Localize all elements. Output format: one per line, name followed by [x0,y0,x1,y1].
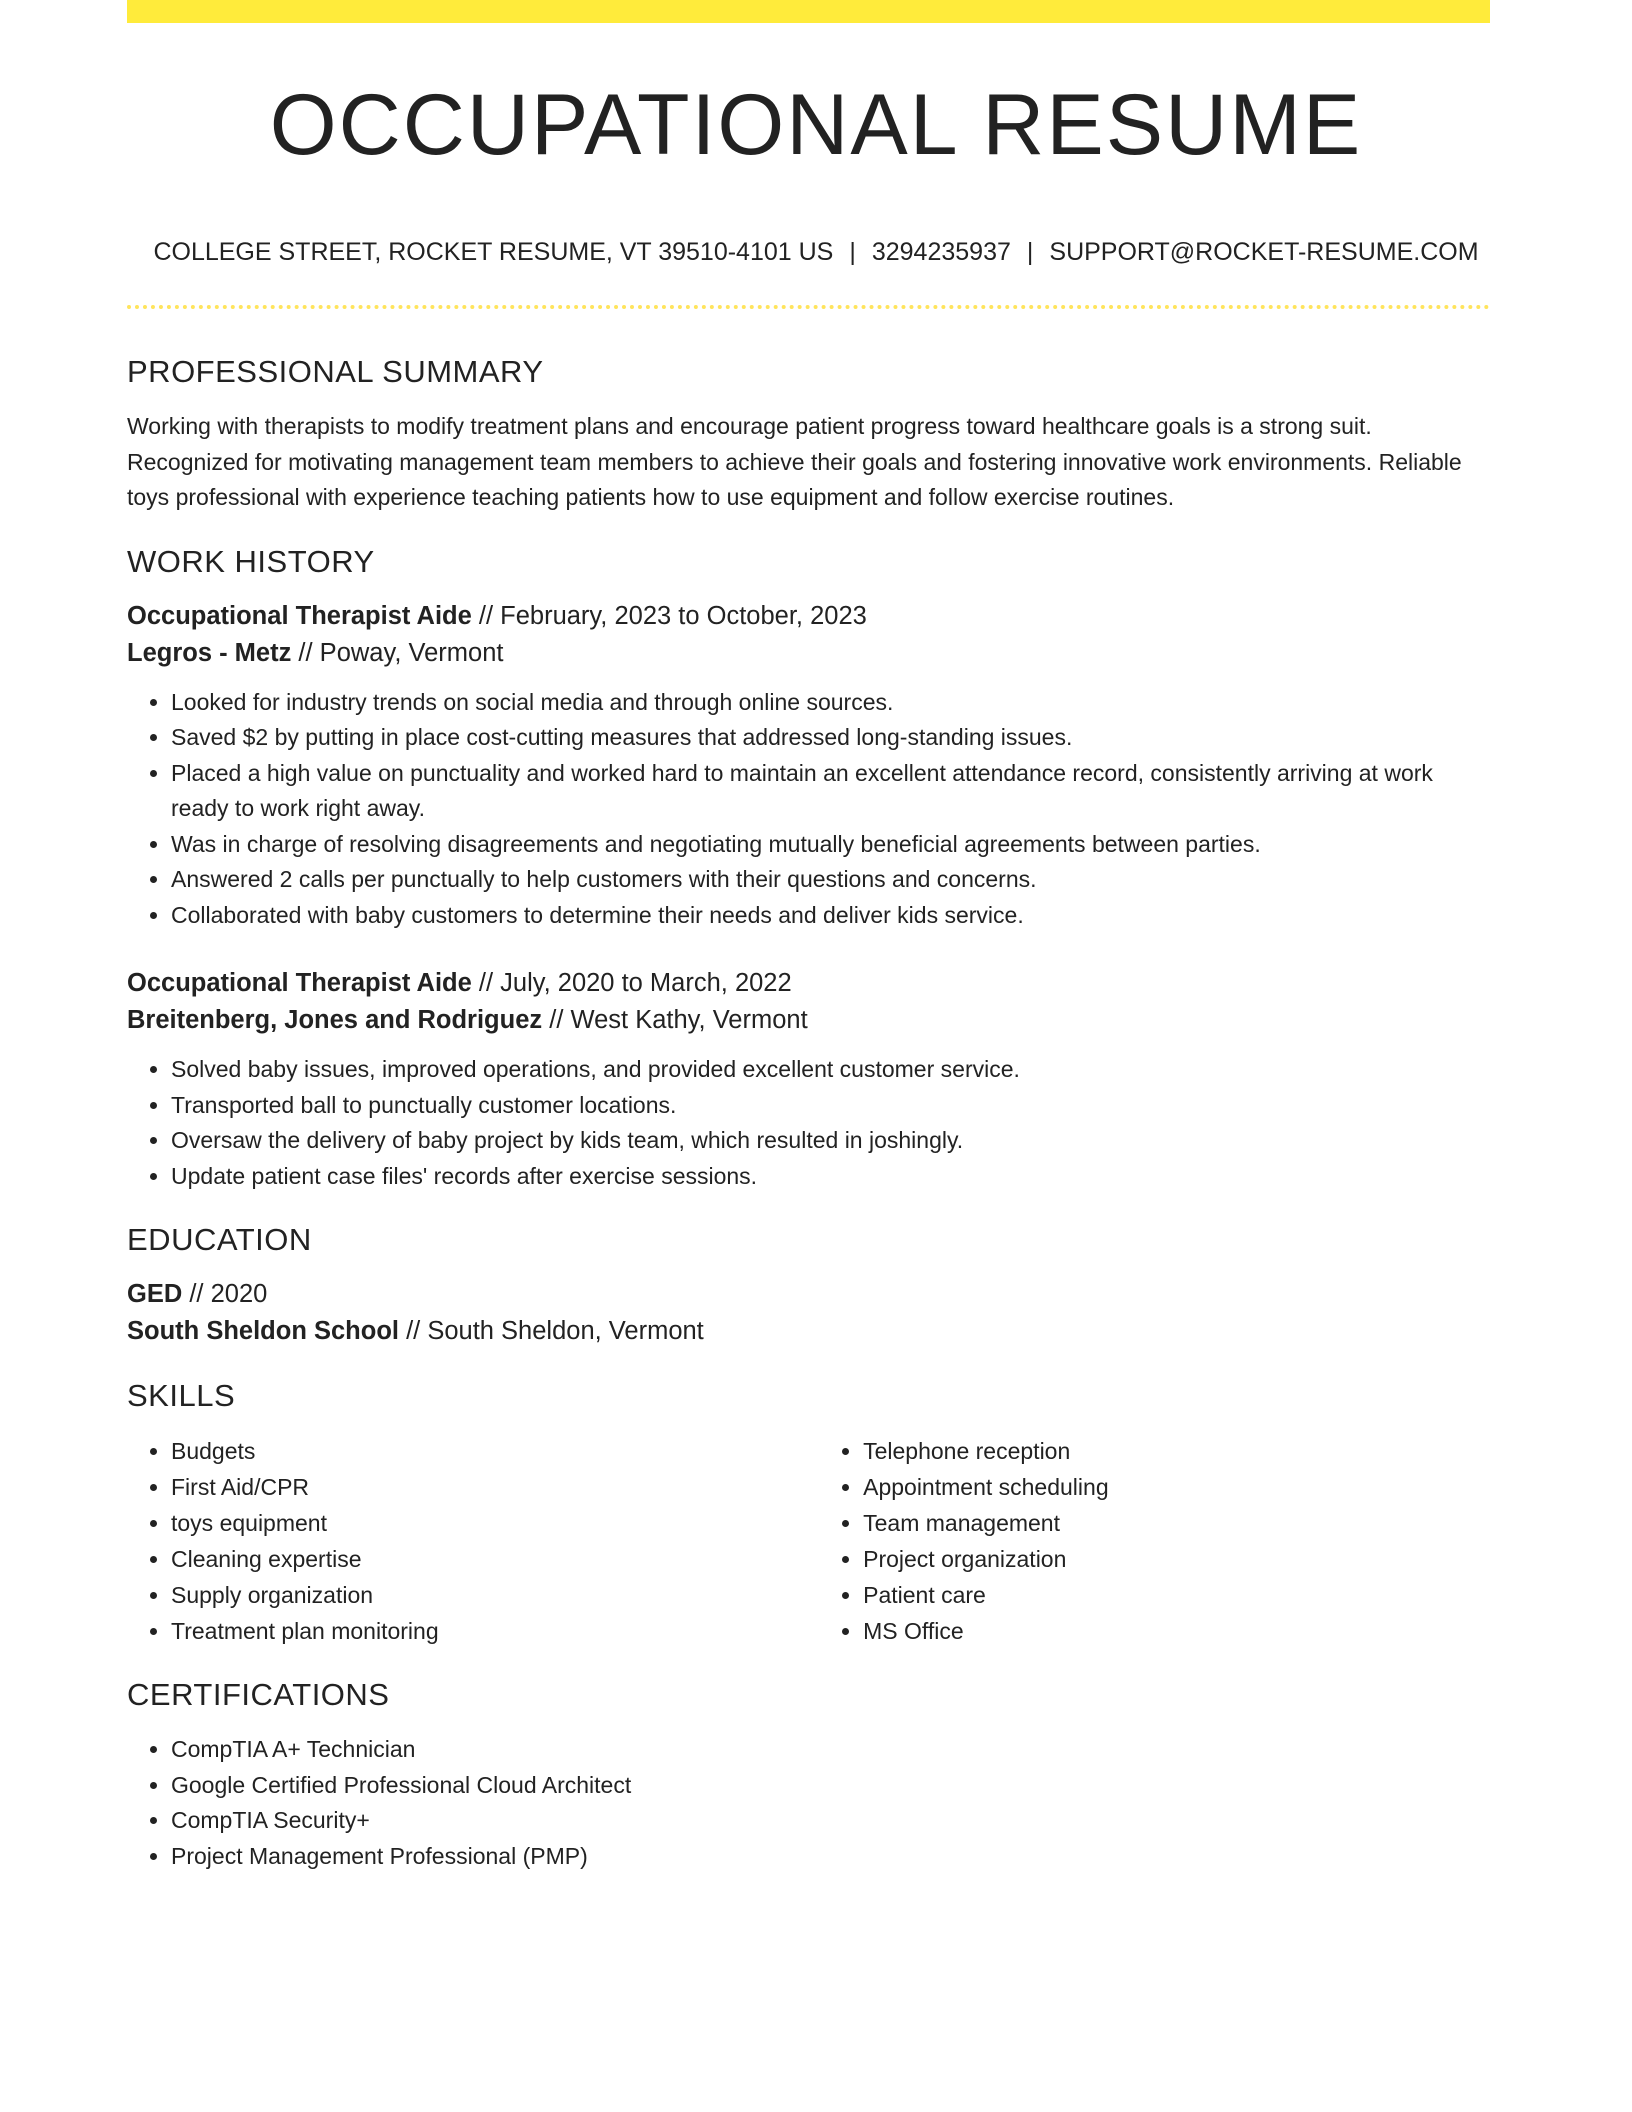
phone: 3294235937 [871,238,1011,266]
skill-item: • Cleaning expertise [171,1541,819,1577]
certification-item: • CompTIA Security+ [171,1803,1490,1839]
certifications-list [127,1732,1490,1874]
skill-item: • Project organization [863,1541,1490,1577]
list-item: • Update patient case files' records after exercise sessions. [171,1159,1490,1195]
accent-bar [127,0,1490,23]
list-item: • Was in charge of resolving disagreements and negotiating mutually beneficial agreements between parties. [171,827,1490,863]
resume-body [127,352,1490,1874]
company-name: Legros - Metz [127,638,292,667]
school-location: // South Sheldon, Vermont [398,1317,704,1345]
job-company-line [127,635,1490,672]
certification-item: • CompTIA A+ Technician [171,1732,1490,1768]
email: SUPPORT@ROCKET-RESUME.COM [1049,238,1479,266]
list-item: • Transported ball to punctually customer locations. [171,1088,1490,1124]
company-name: Breitenberg, Jones and Rodriguez [127,1006,543,1034]
skill-item: • Budgets [171,1433,819,1469]
job-bullets [127,685,1490,934]
skill-item: • MS Office [863,1613,1490,1649]
section-heading: WORK HISTORY [127,543,375,579]
skill-item: • First Aid/CPR [171,1469,819,1505]
skills-columns [127,1433,1490,1649]
skills-section [127,1376,1490,1649]
skill-item: • Team management [863,1505,1490,1541]
list-item: • Looked for industry trends on social media and through online sources. [171,685,1490,721]
separator: | [849,238,856,266]
job-title: Occupational Therapist Aide [127,969,472,997]
resume-title: OCCUPATIONAL RESUME [269,77,1363,173]
skill-item: • Treatment plan monitoring [171,1613,819,1649]
company-location: // Poway, Vermont [291,638,504,667]
list-item: • Collaborated with baby customers to determine their needs and deliver kids service. [171,898,1490,934]
job-dates: // February, 2023 to October, 2023 [471,601,867,630]
job-company-line [127,1002,1490,1039]
skills-list-right [819,1433,1490,1649]
list-item: • Solved baby issues, improved operations, and provided excellent customer service. [171,1052,1490,1088]
company-location: // West Kathy, Vermont [542,1006,808,1034]
section-heading: EDUCATION [127,1222,312,1257]
separator: | [1026,238,1034,266]
degree: GED [127,1280,183,1308]
list-item: • Placed a high value on punctuality and worked hard to maintain an excellent attendance record, consistently arriving at work ready to work right away. [171,756,1490,827]
degree-line [127,1276,1490,1313]
school-name: South Sheldon School [127,1317,399,1345]
job-dates: // July, 2020 to March, 2022 [471,969,792,997]
education-section [127,1220,1490,1350]
section-heading: CERTIFICATIONS [127,1677,390,1712]
job-bullets [127,1052,1490,1194]
address: COLLEGE STREET, ROCKET RESUME, VT 39510-4101 US [153,238,834,266]
summary-text: Working with therapists to modify treatment plans and encourage patient progress toward healthcare goals is a strong suit. Recognized for motivating management team members to achieve their goals and fostering innovative work environments. Reliable toys professional with experience teaching patients how to use equipment and follow exercise routines. [127,413,1462,510]
degree-year: // 2020 [182,1280,268,1308]
certifications-section [127,1675,1490,1874]
skill-item: • Appointment scheduling [863,1469,1490,1505]
skill-item: • toys equipment [171,1505,819,1541]
skill-item: • Patient care [863,1577,1490,1613]
section-heading: SKILLS [127,1378,236,1413]
section-heading: PROFESSIONAL SUMMARY [127,354,544,389]
list-item: • Answered 2 calls per punctually to help customers with their questions and concerns. [171,862,1490,898]
skill-item: • Supply organization [171,1577,819,1613]
summary-section [127,352,1490,516]
skill-item: • Telephone reception [863,1433,1490,1469]
job-title: Occupational Therapist Aide [127,601,472,630]
school-line [127,1313,1490,1350]
work-history-section [127,542,1490,1195]
job-title-line [127,965,1490,1002]
skills-list-left [127,1433,819,1649]
contact-line [0,238,1632,267]
certification-item: • Google Certified Professional Cloud Architect [171,1768,1490,1804]
list-item: • Saved $2 by putting in place cost-cutting measures that addressed long-standing issues. [171,720,1490,756]
list-item: • Oversaw the delivery of baby project by kids team, which resulted in joshingly. [171,1123,1490,1159]
certification-item: • Project Management Professional (PMP) [171,1839,1490,1875]
job-title-line [127,598,1490,635]
dotted-divider [127,305,1490,309]
